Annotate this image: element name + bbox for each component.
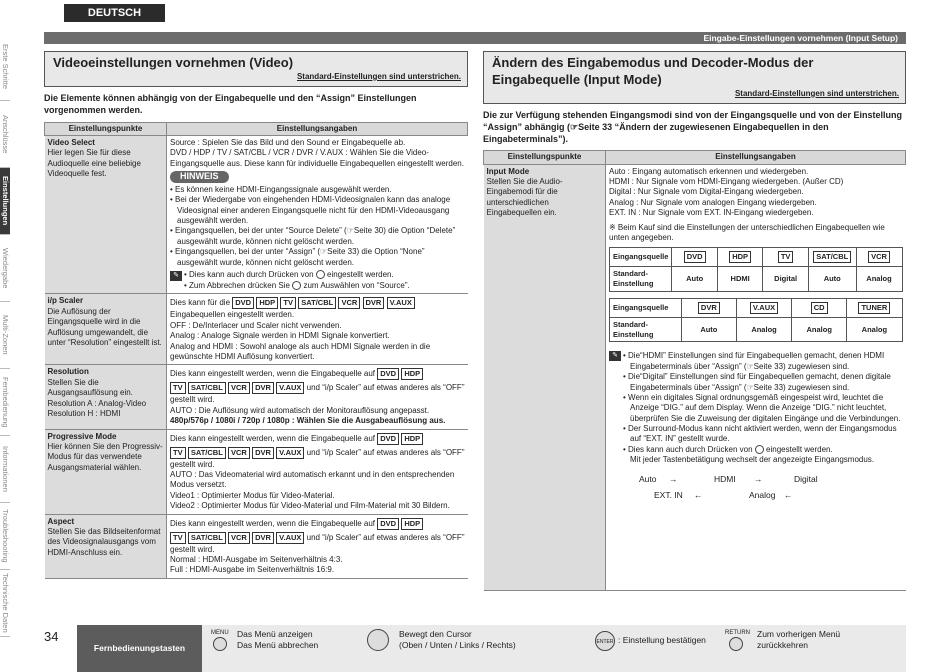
tip-text: Zum Abbrechen drücken Sie [189,281,290,291]
section-title: Ändern des Eingabemodus und Decoder-Modus der Eingabequelle (Input Mode) [492,55,814,87]
default-mode-value: Digital [763,267,809,292]
cycle-digital: Digital [794,473,818,484]
remote-keys-bar [77,625,906,672]
row-desc: Stellen Sie die Ausgangsauflösung ein. [47,377,133,398]
source-key: VCR [868,251,890,263]
standard-note: Standard-Einstellungen sind unterstrichen. [296,71,461,81]
row-desc: Resolution A : Analog-Video [47,398,147,408]
key-group [377,369,423,378]
list-item: • Wenn ein digitales Signal ordnungsgemäß eingespeist wird, leuchtet die Anzeige “DIG.” auf dem Display. Wenn die Anzeige “DIG.” nicht leuchtet, überprüfen Sie die Zuweisung der digitalen Eingänge und die Verbindungen. [623,393,903,424]
source-key: SAT/CBL [813,251,851,263]
menu-desc: Das Menü anzeigen Das Menü abbrechen [237,629,319,651]
row-title: Video Select [47,138,95,148]
sidebar-item-informationen[interactable]: Informationen [0,436,10,503]
row-title: Aspect [47,516,75,526]
keys-line [170,296,465,310]
purchase-note: ※ Beim Kauf sind die Einstellungen der unterschiedlichen Eingabequellen wie unten angegeben. [609,222,885,242]
key-group [377,434,423,443]
tip-text: Dies kann auch durch Drücken von [189,270,314,280]
input-mode-title-box [483,51,906,104]
table-row [484,164,906,590]
row-label: Standard-Einstellung [610,317,682,342]
source-key: CD [811,302,828,314]
list-item: • Der Surround-Modus kann nicht aktiviert werden, wenn der Eingangsmodus auf “EXT. IN” gestellt wurde. [623,424,903,445]
input-key-vaux: V.AUX [276,447,304,459]
column-header: Einstellungspunkte [45,122,167,135]
mode-text: Auto : Eingang automatisch erkennen und wiedergeben. [609,166,809,176]
mode-text: Digital : Nur Signale vom Digital-Eingang wiedergeben. [609,187,804,197]
sidebar-item-einstellungen[interactable]: Einstellungen [0,168,10,235]
default-mode-value: Analog [847,317,902,342]
note-icon: ✎ [170,271,182,281]
mode-text: Analog : Nur Signale vom analogen Eingang wiedergeben. [609,197,817,207]
row-title: Resolution [47,367,89,377]
input-key-satcbl: SAT/CBL [188,532,226,544]
sidebar-item-technische-daten[interactable]: Technische Daten [0,570,10,637]
row-text: Normal : HDMI-Ausgabe im Seitenverhältnis 4:3. [170,554,343,564]
right-column [483,51,906,591]
source-key: V.AUX [750,302,778,314]
input-key-dvr: DVR [252,447,274,459]
source-key: HDP [729,251,751,263]
default-modes-table-1 [609,247,903,292]
source-key: TV [778,251,794,263]
tip-text: eingestellt werden. [327,270,394,280]
cycle-ext-in: EXT. IN [654,489,683,500]
row-text: Dies kann eingestellt werden, wenn die Eingabequelle auf [170,518,376,528]
input-key-hdp: HDP [401,368,423,380]
return-key-label: RETURN [725,630,750,636]
input-key-tv: TV [170,532,186,544]
standard-note: Standard-Einstellungen sind unterstrichen. [734,88,899,98]
row-title: i/p Scaler [47,296,84,306]
source-key: DVD [684,251,706,263]
mode-text: HDMI : Nur Signale vom HDMI-Eingang wiedergeben. (Außer CD) [609,177,844,187]
input-key-satcbl: SAT/CBL [188,382,226,394]
column-header: Einstellungsangaben [606,151,906,164]
input-key-dvd: DVD [377,433,399,445]
default-mode-value: HDMI [717,267,762,292]
sidebar-item-anschluesse[interactable]: Anschlüsse [0,101,10,168]
input-key-vcr: VCR [228,447,250,459]
default-mode-value: Auto [808,267,856,292]
key-group [170,448,307,457]
input-key-tv: TV [170,382,186,394]
return-button-icon [729,637,743,651]
input-key-satcbl: SAT/CBL [188,447,226,459]
language-tab: DEUTSCH [64,4,165,22]
input-key-hdp: HDP [401,518,423,530]
menu-button-icon [213,637,227,651]
inputs-text: DVD / HDP / TV / SAT/CBL / VCR / DVR / V.AUX : Wählen Sie die Video-Eingangsquelle aus. Diese kann für individuelle Eingabequellen eingestellt werden. [170,148,464,168]
list-item: • Bei der Wiedergabe von eingehenden HDMI-Videosignalen kann das analoge Videosignal einer anderen Eingangsquelle nicht für den HDMI-Videoausgang ausgewählt werden. [170,195,465,226]
cycle-note: Mit jeder Tastenbetätigung wechselt der angezeigte Eingangsmodus. [630,455,875,465]
input-key-dvr: DVR [363,297,385,309]
list-item: • Eingangsquellen, bei der unter “Source Delete” (☞Seite 30) die Option “Delete” ausgewählt wurde, können nicht gelöscht werden. [170,226,465,247]
source-text: Source : Spielen Sie das Bild und den Sound er Eingabequelle ab. [170,138,406,148]
cycle-auto: Auto [639,473,657,484]
table-row [45,429,468,514]
key-group [232,298,415,307]
row-text: und “i/p Scaler” auf etwas anderes als “OFF” gestellt wird. [170,532,465,554]
cycle-analog: Analog [749,489,776,500]
row-desc: Die Auflösung der Eingangsquelle wird in die Auflösung umgewandelt, die unter “Resolution” eingestellt ist. [47,306,162,347]
row-text: OFF : De/Interlacer und Scaler nicht verwenden. [170,320,342,330]
page-number: 34 [44,629,59,644]
input-key-hdp: HDP [401,433,423,445]
input-key-vcr: VCR [228,382,250,394]
enter-desc: : Einstellung bestätigen [618,635,706,645]
column-header: Einstellungspunkte [484,151,606,164]
cycle-hdmi: HDMI [714,473,736,484]
sidebar-item-troubleshooting[interactable]: Troubleshooting [0,503,10,570]
input-key-vaux: V.AUX [387,297,415,309]
section-header: Eingabe-Einstellungen vornehmen (Input Setup) [44,32,906,44]
row-desc: Stellen Sie das Bildseitenformat des Videosignalausgangs vom HDMI-Anschluss ein. [47,526,161,557]
row-desc: Stellen Sie die Audio-Eingabemodi für die unterschiedlichen Eingabequellen ein. [486,177,563,218]
list-item: • Eingangsquellen, bei der unter “Assign” (☞Seite 33) die Option “None” ausgewählt wurde, können nicht gelöscht werden. [170,247,465,268]
tip: • Zum Abbrechen drücken Sie zum Auswählen von “Source”. [184,281,410,291]
input-key-dvd: DVD [377,368,399,380]
sidebar-item-erste-schritte[interactable]: Erste Schritte [0,34,10,101]
note-icon: ✎ [609,351,621,361]
sidebar-item-wiedergabe[interactable]: Wiedergabe [0,235,10,302]
source-key: DVR [698,302,720,314]
table-row [45,294,468,365]
hinweis-badge: HINWEIS [170,171,229,183]
row-text: und “i/p Scaler” auf etwas anderes als “OFF” gestellt wird. [170,383,465,405]
row-text: Dies kann eingestellt werden, wenn die Eingabequelle auf [170,369,376,379]
row-text: Analog and HDMI : Sowohl analoge als auch HDMI Signale werden in die gewünschte HDMI Auflösung konvertiert. [170,341,431,361]
input-key-vcr: VCR [228,532,250,544]
table-row [45,514,468,578]
intro-text: Die zur Verfügung stehenden Eingangsmodi sind von der Eingangsquelle und von der Einstellung “Assign” abhängig (☞Seite 33 “Ändern der zugewiesenen Eingabequellen in den Eingabeterminals”). [483,110,903,144]
sidebar [0,34,30,637]
keys-line [170,367,465,381]
input-key-hdp: HDP [256,297,278,309]
row-title: Input Mode [486,166,530,176]
input-mode-button-icon [755,445,764,454]
column-header: Einstellungsangaben [167,122,468,135]
keys-line [170,517,465,531]
row-text: Full : HDMI-Ausgabe im Seitenverhältnis 16:9. [170,565,335,575]
input-key-dvd: DVD [377,518,399,530]
row-text: Analog : Analoge Signale werden in HDMI Signale konvertiert. [170,331,390,341]
key-group [377,519,423,528]
key-group [170,383,307,392]
row-desc: Hier können Sie den Progressiv-Modus für das verwendete Ausgangsmaterial wählen. [47,441,163,472]
row-label: Eingangsquelle [610,248,672,267]
row-text: AUTO : Das Videomaterial wird automatisch erkannt und in den entsprechenden Modus versetzt. [170,469,455,490]
enter-button-icon: ENTER [595,631,615,651]
input-key-dvr: DVR [252,532,274,544]
note-list [609,351,903,455]
default-mode-value: Auto [672,267,717,292]
row-text: Eingabequellen eingestellt werden. [170,310,295,320]
row-text: Video1 : Optimierter Modus für Video-Material. [170,490,335,500]
row-desc: Hier legen Sie für diese Audioquelle eine beliebige Videoquelle fest. [47,148,141,179]
table-row [45,365,468,429]
row-text: und “i/p Scaler” auf etwas anderes als “OFF” gestellt wird. [170,447,465,469]
sidebar-item-fernbedienung[interactable]: Fernbedienung [0,369,10,436]
list-item: • Die“Digital” Einstellungen sind für Eingabequellen gemacht, denen digitale Eingabeterminals über “Assign” (☞Seite 33) zugewiesen sind. [623,372,903,393]
row-label: Standard-Einstellung [610,267,672,292]
footer [44,625,906,672]
input-key-vcr: VCR [338,297,360,309]
default-mode-value: Analog [792,317,847,342]
video-title-box [44,51,468,87]
source-key: TUNER [858,302,890,314]
input-key-satcbl: SAT/CBL [298,297,336,309]
tip-text: Dies kann auch durch Drücken von [628,444,753,454]
key-group [170,533,307,542]
keys-line [170,446,465,470]
mode-text: EXT. IN : Nur Signale vom EXT. IN-Eingang wiedergeben. [609,208,814,218]
note-list [170,185,465,268]
default-mode-value: Auto [681,317,736,342]
input-key-tv: TV [170,447,186,459]
list-item: • Die“HDMI” Einstellungen sind für Eingabequellen gemacht, denen HDMI Eingabeterminals über “Assign” (☞Seite 33) zugewiesen sind. [623,351,903,372]
settings-table [44,122,468,579]
input-key-vaux: V.AUX [276,382,304,394]
list-item [623,445,903,455]
left-column [44,51,468,579]
row-text: Video2 : Optimierter Modus für Video-Material und Film-Material mit 30 Bildern. [170,501,450,511]
tip-text: eingestellt werden. [766,444,833,454]
keys-line [170,432,465,446]
vsel-button-icon [316,270,325,279]
input-key-dvr: DVR [252,382,274,394]
tip: ✎ • Dies kann auch durch Drücken von eingestellt werden. [170,270,465,281]
remote-keys-label: Fernbedienungstasten [77,625,202,672]
cursor-pad-icon [367,629,389,651]
row-desc: Resolution H : HDMI [47,408,121,418]
table-row [45,136,468,294]
mode-cycle-diagram: Auto → HDMI → Digital EXT. IN ← Analog ← [639,473,818,500]
note-block [609,350,903,465]
cursor-desc: Bewegt den Cursor (Oben / Unten / Links / Rechts) [399,629,516,651]
row-text: AUTO : Die Auflösung wird automatisch der Monitorauflösung angepasst. [170,405,430,415]
menu-key-label: MENU [211,630,229,636]
keys-line [170,381,465,405]
intro-text: Die Elemente können abhängig von der Eingabequelle und den “Assign” Einstellungen vorgenommen werden. [44,93,417,115]
row-text: Dies kann eingestellt werden, wenn die Eingabequelle auf [170,433,376,443]
tip-text: zum Auswählen von “Source”. [303,281,410,291]
keys-line [170,531,465,555]
row-label: Eingangsquelle [610,298,682,317]
input-key-vaux: V.AUX [276,532,304,544]
input-key-dvd: DVD [232,297,254,309]
page-title: Videoeinstellungen vornehmen (Video) [53,55,294,70]
vsel-button-icon [292,281,301,290]
sidebar-item-multi-zonen[interactable]: Multi-Zonen [0,302,10,369]
default-modes-table-2 [609,298,903,343]
input-key-tv: TV [280,297,296,309]
row-title: Progressive Mode [47,431,117,441]
row-text: Dies kann für die [170,298,231,308]
default-mode-value: Analog [736,317,791,342]
input-mode-table [483,150,906,590]
row-text: 480p/576p / 1080i / 720p / 1080p : Wählen Sie die Ausgabeauflösung aus. [170,416,446,426]
list-item: • Es können keine HDMI-Eingangssignale ausgewählt werden. [170,185,465,195]
default-mode-value: Analog [856,267,902,292]
return-desc: Zum vorherigen Menü zurückkehren [757,629,841,651]
